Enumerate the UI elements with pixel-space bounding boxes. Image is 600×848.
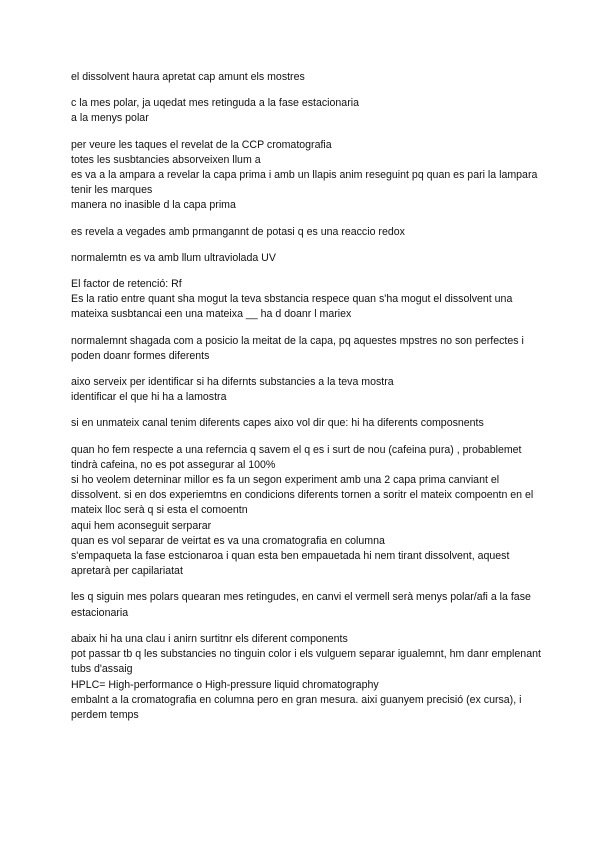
text-line: normalemtn es va amb llum ultraviolada UV [71,251,276,264]
paragraph [71,96,541,126]
paragraph [71,138,541,214]
text-line: c la mes polar, ja uqedat mes retinguda a la fase estacionaria [71,97,359,110]
paragraph [71,416,541,431]
text-line: si en unmateix canal tenim diferents capes aixo vol dir que: hi ha diferents composnents [71,417,484,430]
text-line: HPLC= High-performance o High-pressure liquid chromatography [71,678,379,691]
paragraph [71,277,541,323]
text-line: quan ho fem respecte a una referncia q savem el q es i surt de nou (cafeina pura) , probablemet tindrà cafeina, no es pot assegurar al 100% [71,443,522,471]
text-line: es revela a vegades amb prmangannt de potasi q es una reaccio redox [71,225,405,238]
text-line: quan es vol separar de veirtat es va una cromatografia en columna [71,534,385,547]
text-line: les q siguin mes polars quearan mes retingudes, en canvi el vermell serà menys polar/afi a la fase estacionaria [71,591,531,619]
text-line: normalemnt shagada com a posicio la meitat de la capa, pq aquestes mpstres no son perfectes i poden doanr formes diferents [71,334,524,362]
text-line: identificar el que hi ha a lamostra [71,391,227,404]
document-body [71,70,541,734]
paragraph [71,443,541,580]
text-line: totes les susbtancies absorveixen llum a [71,153,261,166]
text-line: aqui hem aconseguit serparar [71,519,212,532]
paragraph [71,225,541,240]
text-line: pot passar tb q les substancies no tinguin color i els vulguem separar igualemnt, hm danr emplenant tubs d'assaig [71,648,541,676]
text-line: abaix hi ha una clau i anirn surtitnr els diferent components [71,632,348,645]
paragraph [71,590,541,620]
paragraph [71,334,541,364]
paragraph [71,632,541,723]
text-line: El factor de retenció: Rf [71,278,182,291]
text-line: embalnt a la cromatografia en columna pero en gran mesura. aixi guanyem precisió (ex cursa), i perdem temps [71,693,522,721]
text-line: Es la ratio entre quant sha mogut la teva sbstancia respece quan s'ha mogut el dissolvent una mateixa susbtancai een una mateixa __ ha d doanr l mariex [71,293,513,321]
paragraph [71,70,541,85]
text-line: s'empaqueta la fase estcionaroa i quan esta ben empauetada hi nem tirant dissolvent, aquest apretarà per capilariatat [71,550,510,578]
text-line: manera no inasible d la capa prima [71,199,236,212]
text-line: per veure les taques el revelat de la CCP cromatografia [71,138,332,151]
text-line: aixo serveix per identificar si ha difernts substancies a la teva mostra [71,376,394,389]
text-line: a la menys polar [71,112,149,125]
text-line: si ho veolem deterninar millor es fa un segon experiment amb una 2 capa prima canviant el dissolvent. si en dos experiemtns en condicions diferents tornen a soritr el mateix compoentn en el mateix lloc serà q si esta el comoentn [71,474,534,517]
text-line: es va a la ampara a revelar la capa prima i amb un llapis anim reseguint pq quan es pari la lampara tenir les marques [71,169,538,197]
paragraph [71,375,541,405]
text-line: el dissolvent haura apretat cap amunt els mostres [71,71,305,83]
paragraph [71,251,541,266]
